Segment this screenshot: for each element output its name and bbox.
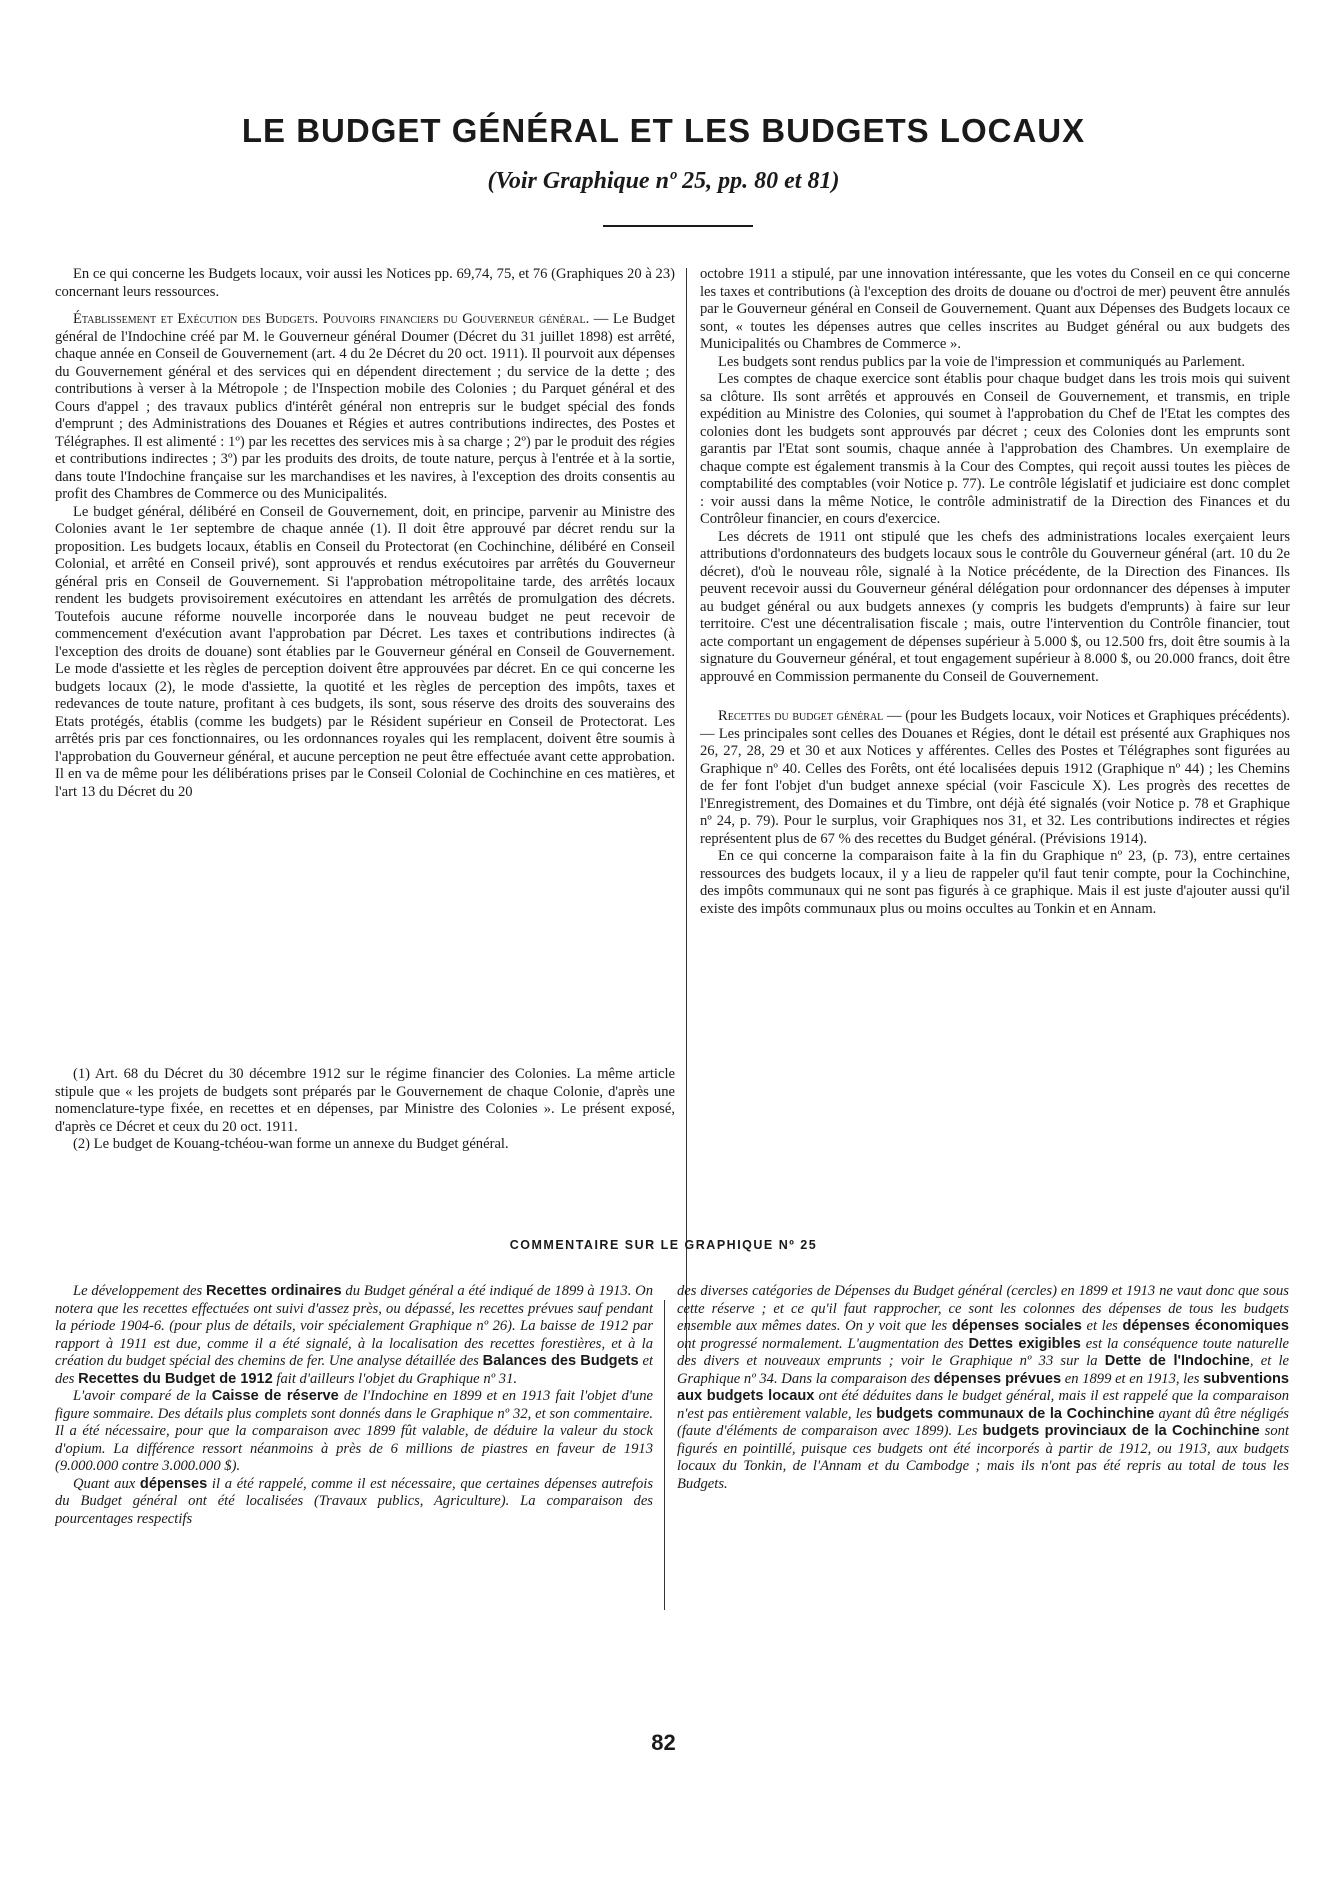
- text: et des: [55, 1353, 653, 1387]
- bold-term: budgets communaux de la Cochinchine: [876, 1405, 1155, 1422]
- page-subtitle: (Voir Graphique nº 25, pp. 80 et 81): [487, 168, 840, 194]
- bold-term: Caisse de réserve: [211, 1388, 339, 1404]
- paragraph: Les décrets de 1911 ont stipulé que les chefs des administrations locales exerçaient leurs attributions d'ordonnateurs des budgets locaux sous le contrôle du Gouverneur général (art. 10 du 2e décret), d'où le nouveau rôle, signalé à la Notice précédente, de la Direction des Finances. Ils peuvent recevoir aussi du Gouverneur général délégation pour ordonnancer des dépenses à imputer au budget général ou aux budgets annexes (y compris les budgets d'emprunts) à faire sur leur territoire. C'est une décentralisation fiscale ; mais, outre l'intervention du Contrôle financier, tout acte comportant un engagement de dépenses supérieur à 5.000 $, ou 12.500 frs, doit être soumis à la signature du Gouverneur général, et tout engagement supérieur à 8.000 $, ou 20.000 francs, doit être approuvé en Commission permanente du Conseil de Gouvernement.: [700, 528, 1290, 685]
- bold-term: budgets provinciaux de la Cochinchine: [982, 1423, 1260, 1439]
- paragraph: [700, 708, 1290, 848]
- text: fait d'ailleurs l'objet du Graphique nº 31.: [272, 1370, 518, 1387]
- text: et les: [1081, 1318, 1123, 1334]
- text: Le développement des: [73, 1283, 206, 1299]
- text: ont été déduites dans le budget général, mais il est rappelé que la comparaison n'est pas entièrement valable, les: [677, 1388, 1289, 1422]
- text: ayant dû être négligés (faute d'éléments de comparaison avec 1899). Les: [677, 1405, 1289, 1439]
- paragraph: Le budget général, délibéré en Conseil de Gouvernement, doit, en principe, parvenir au Ministre des Colonies avant le 1er septembre de chaque année (1). Il doit être approuvé par décret rendu sur la proposition. Les budgets locaux, établis en Conseil du Protectorat (en Cochinchine, délibéré en Conseil Colonial, et arrêté en Conseil privé), sont approuvés et rendus exécutoires par arrêtés du Gouverneur général pris en Conseil de Gouvernement. Si l'approbation métropolitaine tarde, des arrêtés locaux rendent les budgets provisoirement exécutoires en attendant les arrêtés de promulgation des décrets. Toutefois aucune réforme nouvelle incorporée dans le nouveau budget ne peut recevoir de commencement d'exécution avant l'approbation par Décret. Les taxes et contributions indirectes (à l'exception des droits de douane) sont établies par le Gouverneur général en Conseil de Gouvernement. Le mode d'assiette et les règles de perception doivent être approuvées par décret. En ce qui concerne les budgets locaux (2), le mode d'assiette, la quotité et les règles de perception des impôts, taxes et redevances de toute nature, profitant à ces budgets, ils sont, sous réserve des droits des souverains des Etats protégés, établis (comme les budgets) par le Résident supérieur en Conseil de Protectorat. Les arrêtés pris par ces fonctionnaires, ou les ordonnances royales qui les remplacent, doivent être soumis à l'approbation du Gouverneur général, et aucune perception ne peut être effectuée avant cette approbation. Il en va de même pour les délibérations prises par le Conseil Colonial de Cochinchine en ces matières, et l'art 13 du Décret du 20: [55, 503, 675, 800]
- bold-term: Balances des Budgets: [482, 1353, 639, 1369]
- footnotes: [55, 1066, 675, 1154]
- paragraph: [55, 1283, 653, 1388]
- commentary-heading: COMMENTAIRE SUR LE GRAPHIQUE Nº 25: [509, 1238, 818, 1252]
- paragraph: [55, 1388, 653, 1476]
- bold-term: dépenses prévues: [933, 1370, 1062, 1387]
- text: en 1899 et en 1913, les: [1061, 1370, 1204, 1387]
- paragraph: Les comptes de chaque exercice sont établis pour chaque budget dans les trois mois qui suivent sa clôture. Ils sont arrêtés et approuvés en Conseil de Gouvernement, et transmis, en triple expédition au Ministre des Colonies, qui soumet à l'approbation du Chef de l'Etat les comptes des colonies dont les budgets sont approuvés par décret ; ceux des Colonies dont les emprunts sont garantis par l'Etat sont soumis, chaque année à l'approbation des Chambres. Un exemplaire de chaque compte est également transmis à la Cour des Comptes, qui reçoit aussi toutes les pièces de comptabilité des comptables (voir Notice p. 77). Le contrôle législatif et judiciaire est donc complet : voir aussi dans la même Notice, le contrôle administratif de la Direction des Finances et du Contrôleur financier, en cours d'exercice.: [700, 371, 1290, 527]
- text: du Budget général a été indiqué de 1899 à 1913. On notera que les recettes effectuées ont suivi d'assez près, ou dépassé, les recettes prévues sauf pendant la période 1904-6. (pour plus de détails, voir spécialement Graphique nº 26). La baisse de 1912 par rapport à 1911 est due, comme il a été signalé, à la localisation des recettes forestières, et à la création du budget spécial des chemins de fer. Une analyse détaillée des: [55, 1283, 653, 1369]
- paragraph: octobre 1911 a stipulé, par une innovation intéressante, que les votes du Conseil en ce qui concerne les taxes et contributions (à l'exception des droits de douane ou d'octroi de mer) peuvent être annulés par le Gouverneur général en Conseil de Gouvernement. Quant aux Dépenses des Budgets locaux ce sont, « toutes les dépenses autres que celles inscrites au Budget général ou aux budgets des Municipalités ou Chambres de Commerce ».: [700, 266, 1290, 352]
- bold-term: Recettes du Budget de 1912: [78, 1370, 273, 1387]
- left-column-top: [55, 266, 675, 1086]
- footnote-1: (1) Art. 68 du Décret du 30 décembre 1912 sur le régime financier des Colonies. La même article stipule que « les projets de budgets sont préparés par le Gouvernement de chaque Colonie, d'après une nomenclature-type fixée, en recettes et en dépenses, par Ministre des Colonies ». Le présent exposé, d'après ce Décret et ceux du 20 oct. 1911.: [55, 1066, 675, 1135]
- paragraph: En ce qui concerne la comparaison faite à la fin du Graphique nº 23, (p. 73), entre certaines ressources des budgets locaux, il y a lieu de rappeler qu'il faut tenir compte, pour la Cochinchine, des impôts communaux qui ne sont pas figurés à ce graphique. Mais il est juste d'ajouter aussi qu'il existe des impôts communaux plus ou moins occultes au Tonkin et en Annam.: [700, 848, 1290, 917]
- commentary-right-column: [677, 1283, 1289, 1603]
- text: de l'Indochine en 1899 et en 1913 fait l'objet d'une figure sommaire. Des détails plus complets sont donnés dans le Graphique nº 32, et son commentaire. Il a été nécessaire, pour que la comparaison avec 1899 fût valable, de déduire la valeur du stock d'opium. La différence ressort néanmoins à près de 6 millions de piastres en faveur de 1913 (9.000.000 contre 3.000.000 $).: [55, 1388, 653, 1474]
- text: des diverses catégories de Dépenses du Budget général (cercles) en 1899 et 1913 ne vaut donc que sous cette réserve ; et ce qu'il faut rapprocher, ce sont les colonnes des dépenses de tous les budgets ensemble aux mêmes dates. On y voit que les: [677, 1283, 1289, 1334]
- column-divider-top: [686, 268, 687, 1362]
- paragraph: [677, 1283, 1289, 1493]
- footnote-2: (2) Le budget de Kouang-tchéou-wan forme un annexe du Budget général.: [73, 1136, 509, 1152]
- paragraph: [55, 1476, 653, 1529]
- paragraph: En ce qui concerne les Budgets locaux, voir aussi les Notices pp. 69,74, 75, et 76 (Graphiques 20 à 23) concernant leurs ressources.: [55, 266, 675, 300]
- page-title: LE BUDGET GÉNÉRAL ET LES BUDGETS LOCAUX: [241, 112, 1086, 149]
- right-column-top: [700, 266, 1290, 1196]
- page-number: 82: [651, 1730, 676, 1755]
- bold-term: subventions aux budgets locaux: [677, 1370, 1289, 1404]
- section-heading: Recettes du budget général: [718, 708, 884, 724]
- section-heading: Établissement et Exécution des Budgets. Pouvoirs financiers du Gouverneur général.: [73, 311, 590, 327]
- paragraph: [55, 311, 675, 504]
- text: ont progressé normalement. L'augmentation des: [677, 1335, 969, 1352]
- text: est la conséquence toute naturelle des divers et nouveaux emprunts ; voir le Graphique nº 33 sur la: [677, 1335, 1289, 1369]
- paragraph: Les budgets sont rendus publics par la voie de l'impression et communiqués au Parlement.: [718, 353, 1246, 370]
- bold-term: Dette de l'Indochine: [1104, 1353, 1250, 1369]
- commentary-left-column: [55, 1283, 653, 1603]
- bold-term: dépenses: [139, 1475, 208, 1492]
- paragraph-text: — (pour les Budgets locaux, voir Notices et Graphiques précédents). — Les principales sont celles des Douanes et Régies, dont le détail est présenté aux Graphiques nos 26, 27, 28, 29 et 30 et aux Notices y afférentes. Celles des Postes et Télégraphes sont figurées au Graphique nº 40. Celles des Forêts, ont été localisées depuis 1912 (Graphique nº 44) ; les Chemins de fer font l'objet d'un budget annexe spécial (voir Fascicule X). Les progrès des recettes de l'Enregistrement, des Domaines et du Timbre, ont déjà été signalés (voir Notice p. 78 et Graphique nº 24, p. 79). Pour le surplus, voir Graphiques nos 31, et 32. Les contributions indirectes et régies représentent plus de 67 % des recettes du Budget général. (Prévisions 1914).: [700, 708, 1290, 847]
- bold-term: Recettes ordinaires: [205, 1283, 342, 1299]
- text: sont figurés en pointillé, puisque ces budgets ont été incorporés à partir de 1912, ou 1913, aux budgets locaux du Tonkin, de l'Annam et du Cambodge ; mais ils n'ont pas été repris au total de tous les Budgets.: [677, 1423, 1289, 1492]
- title-divider: [603, 225, 753, 227]
- text: Quant aux: [73, 1475, 140, 1492]
- bold-term: dépenses sociales: [951, 1318, 1082, 1334]
- text: , et le Graphique nº 34. Dans la comparaison des: [677, 1353, 1289, 1387]
- bold-term: Dettes exigibles: [968, 1335, 1081, 1352]
- text: il a été rappelé, comme il est nécessaire, que certaines dépenses autrefois du Budget général ont été localisées (Travaux publics, Agriculture). La comparaison des pourcentages respectifs: [55, 1475, 653, 1527]
- paragraph-text: — Le Budget général de l'Indochine créé par M. le Gouverneur général Doumer (Décret du 31 juillet 1898) est arrêté, chaque année en Conseil de Gouvernement (art. 4 du 2e Décret du 20 oct. 1911). Il pourvoit aux dépenses du Gouvernement général et des services qui en dépendent directement ; du service de la dette ; des contributions à verser à la Métropole ; de l'Inspection mobile des Colonies ; du Parquet général et des Cours d'appel ; des travaux publics d'intérêt général non entrepris sur le budget spécial des fonds d'emprunt ; des Administrations des Douanes et Régies et autres contributions indirectes, des Postes et Télégraphes. Il est alimenté : 1º) par les recettes des services mis à sa charge ; 2º) par le produit des régies et contributions indirectes ; 3º) par les produits des droits, de toute nature, perçus à l'entrée et à la sortie, dans toute l'Indochine française sur les marchandises et les navires, à l'exception des droits consentis au profit des Chambres de Commerce ou des Municipalités.: [55, 311, 675, 502]
- column-divider-bottom: [664, 1300, 665, 1610]
- text: L'avoir comparé de la: [73, 1388, 212, 1404]
- bold-term: dépenses économiques: [1122, 1318, 1289, 1334]
